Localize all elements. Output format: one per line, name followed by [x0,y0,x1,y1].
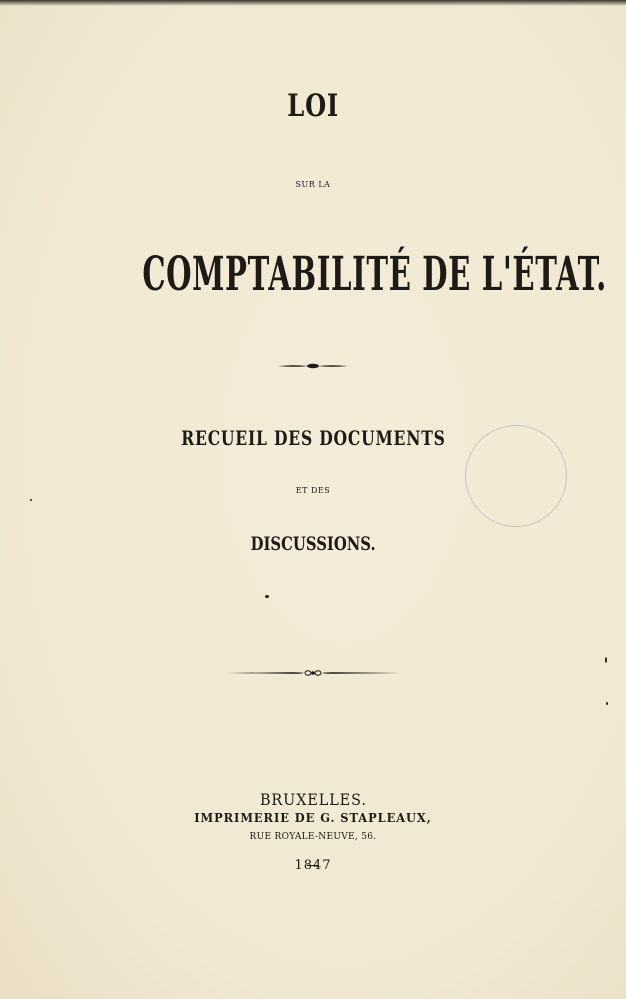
imprint-city-text: BRUXELLES. [259,790,367,809]
subject-text: COMPTABILITÉ DE L'ÉTAT. [142,247,607,302]
ornament-divider-icon [226,667,400,679]
collection-heading [0,426,626,450]
ink-speck [606,702,608,705]
imprint-printer [0,811,626,825]
imprint-year: 1847 [294,858,332,873]
ornament-divider-icon [278,361,348,371]
collection-heading-2 [0,533,626,555]
ink-speck [30,499,32,501]
collection-2-text: DISCUSSIONS. [250,533,376,555]
preposition: SUR LA [295,180,331,189]
imprint-city [0,790,626,809]
subject-heading [0,247,626,302]
imprint-address: RUE ROYALE-NEUVE, 56. [249,832,377,842]
ornament-rule-top [0,356,626,375]
title [0,88,626,124]
imprint-printer-text: IMPRIMERIE DE G. STAPLEAUX, [194,811,432,825]
conjunction: ET DES [295,486,331,495]
ornament-rule-bottom [0,664,626,683]
title-text: LOI [287,88,339,124]
ink-speck [265,595,269,598]
collection-text: RECUEIL DES DOCUMENTS [180,426,446,450]
ink-speck [605,657,607,663]
